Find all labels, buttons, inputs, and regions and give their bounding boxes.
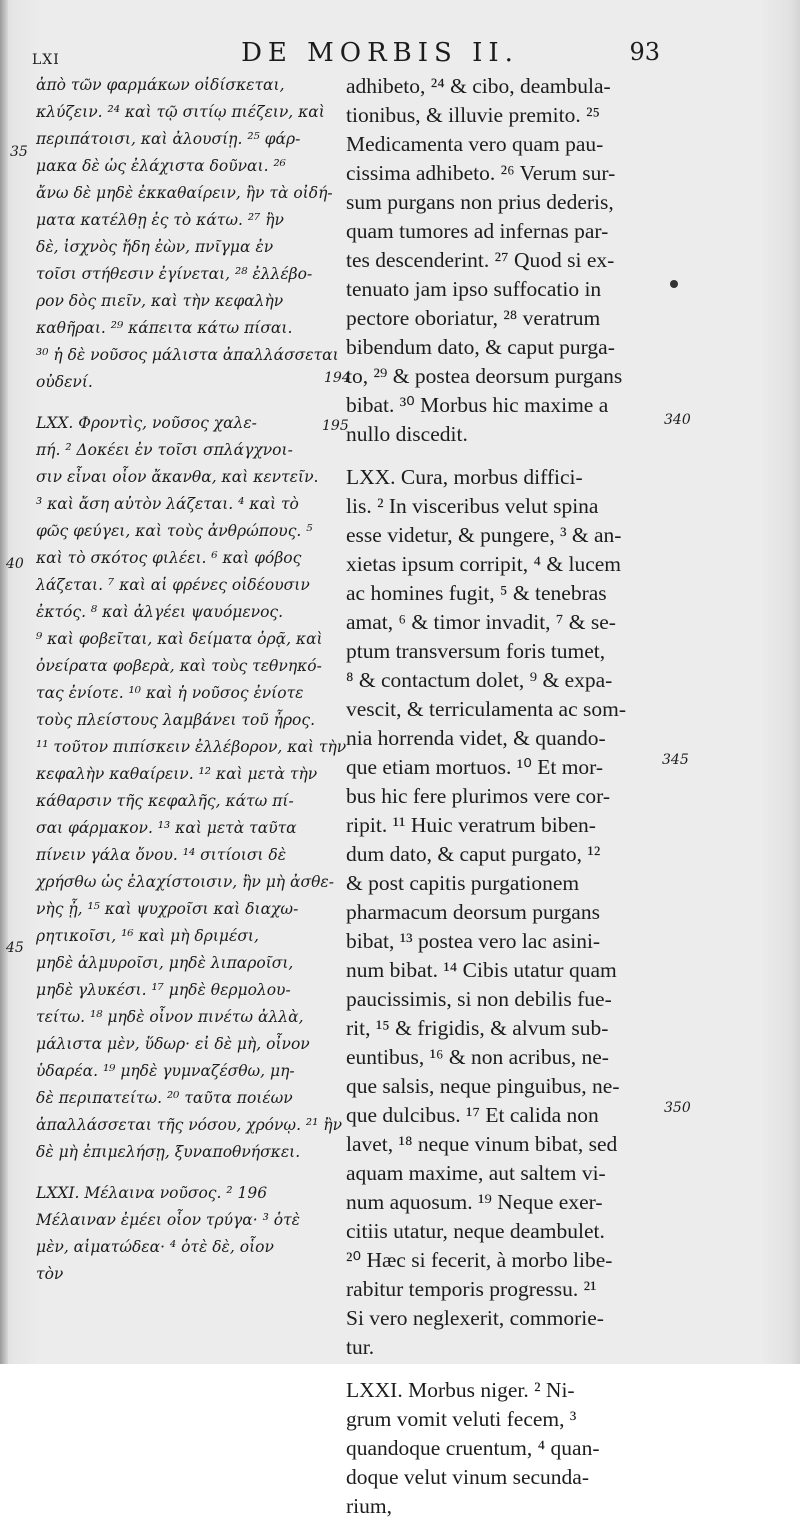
- latin-text-line: lavet, ¹⁸ neque vinum bibat, sed: [346, 1132, 618, 1156]
- greek-text-line: χρήσθω ὡς ἐλαχίστοισιν, ἢν μὴ ἀσθε-: [36, 873, 334, 891]
- latin-text-line: aquam maxime, aut saltem vi-: [346, 1161, 606, 1185]
- latin-text-line: to, ²⁹ & postea deorsum purgans: [346, 364, 623, 388]
- latin-text-line: adhibeto, ²⁴ & cibo, deambula-: [346, 74, 611, 98]
- greek-text-line: δὲ περιπατείτω. ²⁰ ταῦτα ποιέων: [36, 1089, 293, 1107]
- latin-column: [346, 72, 661, 1518]
- latin-text-line: tenuato jam ipso suffocatio in: [346, 277, 602, 301]
- greek-text-line: ἐκτός. ⁸ καὶ ἀλγέει ψαυόμενος.: [36, 603, 284, 621]
- greek-text-line: πή. ² Δοκέει ἐν τοῖσι σπλάγχνοι-: [36, 441, 293, 459]
- latin-text-line: ptum transversum foris tumet,: [346, 639, 606, 663]
- greek-text-line: ὀνείρατα φοβερὰ, καὶ τοὺς τεθνηκό-: [36, 657, 322, 675]
- latin-text-line: citiis utatur, neque deambulet.: [346, 1219, 605, 1243]
- greek-text-line: ἀπὸ τῶν φαρμάκων οἰδίσκεται,: [36, 76, 285, 94]
- greek-text-line: ¹¹ τοῦτον πιπίσκειν ἐλλέβορον, καὶ τὴν: [36, 738, 347, 756]
- latin-text-line: Medicamenta vero quam pau-: [346, 132, 604, 156]
- greek-text-line: LXXI. Μέλαινα νοῦσος. ² 196: [36, 1184, 268, 1202]
- latin-text-line: ⁸ & contactum dolet, ⁹ & expa-: [346, 668, 613, 692]
- latin-text-line: bibat. ³⁰ Morbus hic maxime a: [346, 393, 609, 417]
- greek-text-line: πίνειν γάλα ὄνου. ¹⁴ σιτίοισι δὲ: [36, 846, 287, 864]
- latin-text-line: rabitur temporis progressu. ²¹: [346, 1277, 597, 1301]
- greek-text-line: μάλιστα μὲν, ὕδωρ· εἰ δὲ μὴ, οἶνον: [36, 1035, 310, 1053]
- latin-text-line: tur.: [346, 1335, 375, 1359]
- latin-text-line: quandoque cruentum, ⁴ quan-: [346, 1436, 600, 1460]
- margin-line-number: 35: [10, 144, 28, 160]
- latin-text-line: sum purgans non prius dederis,: [346, 190, 614, 214]
- greek-text-line: τοῖσι στήθεσιν ἐγίνεται, ²⁸ ἐλλέβο-: [36, 265, 313, 283]
- greek-text-line: μὲν, αἱματώδεα· ⁴ ὁτὲ δὲ, οἷον: [36, 1238, 274, 1256]
- latin-text-line: que salsis, neque pinguibus, ne-: [346, 1074, 620, 1098]
- greek-text-line: σαι φάρμακον. ¹³ καὶ μετὰ ταῦτα: [36, 819, 297, 837]
- latin-text-line: num aquosum. ¹⁹ Neque exer-: [346, 1190, 603, 1214]
- greek-text-line: λάζεται. ⁷ καὶ αἱ φρένες οἰδέουσιν: [36, 576, 310, 594]
- latin-text-line: tes descenderint. ²⁷ Quod si ex-: [346, 248, 615, 272]
- latin-text-line: ripit. ¹¹ Huic veratrum biben-: [346, 813, 596, 837]
- greek-text-line: ⁹ καὶ φοβεῖται, καὶ δείματα ὁρᾷ, καὶ: [36, 630, 323, 648]
- latin-text-line: LXXI. Morbus niger. ² Ni-: [346, 1378, 575, 1402]
- greek-text-line: κλύζειν. ²⁴ καὶ τῷ σιτίῳ πιέζειν, καὶ: [36, 103, 325, 121]
- latin-text-line: nia horrenda videt, & quando-: [346, 726, 606, 750]
- latin-text-line: pharmacum deorsum purgans: [346, 900, 600, 924]
- greek-text-line: κεφαλὴν καθαίρειν. ¹² καὶ μετὰ τὴν: [36, 765, 318, 783]
- latin-text-line: dum dato, & caput purgato, ¹²: [346, 842, 601, 866]
- greek-text-line: τὸν: [36, 1265, 64, 1283]
- greek-text-line: μηδὲ ἁλμυροῖσι, μηδὲ λιπαροῖσι,: [36, 954, 294, 972]
- greek-text-line: Μέλαιναν ἐμέει οἷον τρύγα· ³ ὁτὲ: [36, 1211, 300, 1229]
- margin-page-ref: 195: [322, 418, 349, 434]
- margin-line-number: 40: [6, 556, 24, 572]
- latin-text-line: tionibus, & illuvie premito. ²⁵: [346, 103, 601, 127]
- greek-text-line: νὴς ᾖ, ¹⁵ καὶ ψυχροῖσι καὶ διαχω-: [36, 900, 299, 918]
- latin-text-line: bibendum dato, & caput purga-: [346, 335, 615, 359]
- greek-text-line: τείτω. ¹⁸ μηδὲ οἶνον πινέτω ἀλλὰ,: [36, 1008, 304, 1026]
- paragraph-gap: [346, 449, 661, 463]
- page-fold-shadow: [0, 0, 8, 1364]
- latin-text-line: Si vero neglexerit, commorie-: [346, 1306, 604, 1330]
- latin-text-line: esse videtur, & pungere, ³ & an-: [346, 523, 622, 547]
- running-title: DE MORBIS II.: [241, 38, 519, 68]
- latin-text-line: pectore oboriatur, ²⁸ veratrum: [346, 306, 601, 330]
- latin-text-line: ²⁰ Hæc si fecerit, à morbo libe-: [346, 1248, 613, 1272]
- greek-text-line: ³ καὶ ἄση αὐτὸν λάζεται. ⁴ καὶ τὸ: [36, 495, 299, 513]
- latin-text-line: rit, ¹⁵ & frigidis, & alvum sub-: [346, 1016, 609, 1040]
- latin-text-line: cissima adhibeto. ²⁶ Verum sur-: [346, 161, 616, 185]
- latin-text-line: lis. ² In visceribus velut spina: [346, 494, 599, 518]
- paragraph-gap: [36, 396, 342, 410]
- greek-text-line: οὐδενί.: [36, 373, 93, 391]
- latin-text-line: nullo discedit.: [346, 422, 468, 446]
- margin-line-number: 340: [664, 412, 691, 428]
- latin-text-line: ac homines fugit, ⁵ & tenebras: [346, 581, 607, 605]
- latin-text-line: doque velut vinum secunda-: [346, 1465, 590, 1489]
- greek-text-line: ἄνω δὲ μηδὲ ἐκκαθαίρειν, ἢν τὰ οἰδή-: [36, 184, 333, 202]
- latin-text-line: bus hic fere plurimos vere cor-: [346, 784, 611, 808]
- latin-text-line: grum vomit veluti fecem, ³: [346, 1407, 577, 1431]
- margin-line-number: 345: [662, 752, 689, 768]
- greek-text-line: κάθαρσιν τῆς κεφαλῆς, κάτω πί-: [36, 792, 294, 810]
- greek-text-line: σιν εἶναι οἷον ἄκανθα, καὶ κεντεῖν.: [36, 468, 319, 486]
- latin-text-line: euntibus, ¹⁶ & non acribus, ne-: [346, 1045, 609, 1069]
- ink-dot: [670, 280, 678, 288]
- latin-text-line: paucissimis, si non debilis fue-: [346, 987, 612, 1011]
- margin-line-number: 45: [6, 940, 24, 956]
- greek-text-line: μηδὲ γλυκέσι. ¹⁷ μηδὲ θερμολου-: [36, 981, 291, 999]
- latin-text-line: que dulcibus. ¹⁷ Et calida non: [346, 1103, 599, 1127]
- latin-text-line: num bibat. ¹⁴ Cibis utatur quam: [346, 958, 617, 982]
- greek-text-line: περιπάτοισι, καὶ ἀλουσίῃ. ²⁵ φάρ-: [36, 130, 301, 148]
- paragraph-gap: [36, 1166, 342, 1180]
- paragraph-gap: [346, 1362, 661, 1376]
- latin-text-line: rium,: [346, 1494, 392, 1518]
- latin-text-line: vescit, & terriculamenta ac som-: [346, 697, 626, 721]
- greek-text-line: ματα κατέλθῃ ἐς τὸ κάτω. ²⁷ ἢν: [36, 211, 284, 229]
- greek-text-line: μακα δὲ ὡς ἐλάχιστα δοῦναι. ²⁶: [36, 157, 286, 175]
- header-chapter-mark: LXI: [32, 52, 60, 68]
- latin-text-line: quam tumores ad infernas par-: [346, 219, 609, 243]
- latin-text-line: LXX. Cura, morbus diffici-: [346, 465, 583, 489]
- latin-text-line: bibat, ¹³ postea vero lac asini-: [346, 929, 601, 953]
- greek-text-line: ὑδαρέα. ¹⁹ μηδὲ γυμναζέσθω, μη-: [36, 1062, 295, 1080]
- greek-text-line: ³⁰ ἡ δὲ νοῦσος μάλιστα ἀπαλλάσσεται: [36, 346, 339, 364]
- greek-text-line: φῶς φεύγει, καὶ τοὺς ἀνθρώπους. ⁵: [36, 522, 313, 540]
- greek-text-line: τοὺς πλείστους λαμβάνει τοῦ ἦρος.: [36, 711, 315, 729]
- page-number: 93: [629, 38, 660, 66]
- greek-text-line: καθῆραι. ²⁹ κάπειτα κάτω πίσαι.: [36, 319, 293, 337]
- greek-text-line: LXX. Φροντὶς, νοῦσος χαλε-: [36, 414, 257, 432]
- greek-text-line: ρητικοῖσι, ¹⁶ καὶ μὴ δριμέσι,: [36, 927, 259, 945]
- latin-text-line: amat, ⁶ & timor invadit, ⁷ & se-: [346, 610, 616, 634]
- greek-text-line: ρον δὸς πιεῖν, καὶ τὴν κεφαλὴν: [36, 292, 284, 310]
- greek-text-line: καὶ τὸ σκότος φιλέει. ⁶ καὶ φόβος: [36, 549, 302, 567]
- greek-text-line: τας ἐνίοτε. ¹⁰ καὶ ἡ νοῦσος ἐνίοτε: [36, 684, 304, 702]
- margin-line-number: 350: [664, 1100, 691, 1116]
- greek-column: [36, 72, 347, 1292]
- greek-text-line: δὲ, ἰσχνὸς ἤδη ἐὼν, πνῖγμα ἐν: [36, 238, 274, 256]
- greek-text-line: ἀπαλλάσσεται τῆς νόσου, χρόνῳ. ²¹ ἢν: [36, 1116, 342, 1134]
- latin-text-line: xietas ipsum corripit, ⁴ & lucem: [346, 552, 621, 576]
- margin-page-ref: 194: [324, 370, 351, 386]
- greek-text-line: δὲ μὴ ἐπιμελήσῃ, ξυναποθνήσκει.: [36, 1143, 301, 1161]
- latin-text-line: que etiam mortuos. ¹⁰ Et mor-: [346, 755, 604, 779]
- latin-text-line: & post capitis purgationem: [346, 871, 580, 895]
